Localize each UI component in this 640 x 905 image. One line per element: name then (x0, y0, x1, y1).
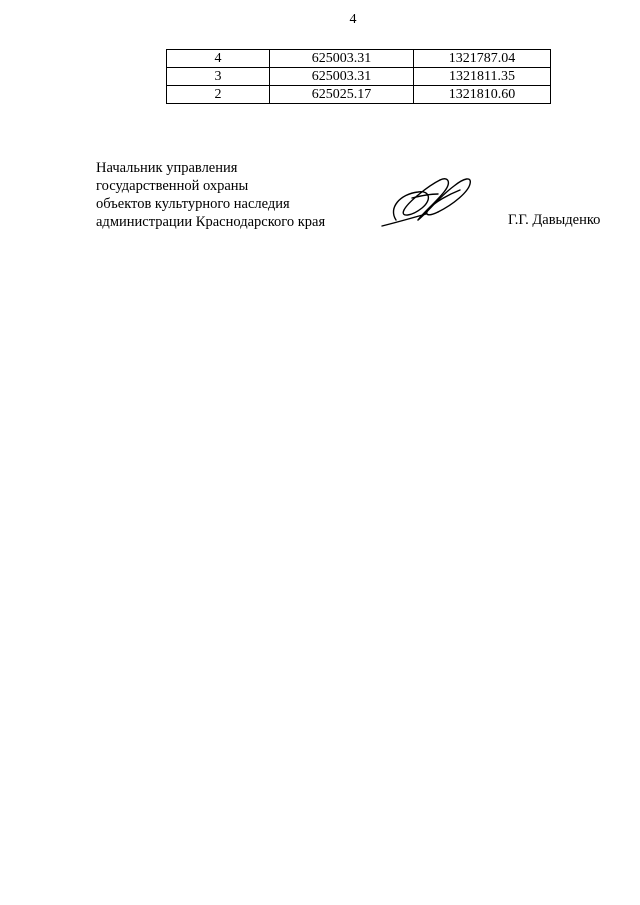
table-row (167, 86, 551, 104)
x-coordinate-cell: 625003.31 (270, 68, 414, 86)
signer-position (96, 159, 325, 231)
y-coordinate-cell: 1321811.35 (414, 68, 551, 86)
coordinates-table (166, 49, 551, 104)
signature-icon (378, 168, 478, 232)
signer-position-line: государственной охраны (96, 178, 249, 194)
page-number: 4 (349, 12, 357, 27)
signer-position-line: администрации Краснодарского края (96, 214, 326, 230)
signer-position-line: объектов культурного наследия (96, 196, 290, 212)
table-row (167, 50, 551, 68)
point-number-cell: 4 (167, 50, 270, 68)
x-coordinate-cell: 625025.17 (270, 86, 414, 104)
y-coordinate-cell: 1321810.60 (414, 86, 551, 104)
point-number-cell: 3 (167, 68, 270, 86)
y-coordinate-cell: 1321787.04 (414, 50, 551, 68)
point-number-cell: 2 (167, 86, 270, 104)
signer-name: Г.Г. Давыденко (508, 212, 601, 228)
signer-position-line: Начальник управления (96, 160, 238, 176)
x-coordinate-cell: 625003.31 (270, 50, 414, 68)
table-row (167, 68, 551, 86)
